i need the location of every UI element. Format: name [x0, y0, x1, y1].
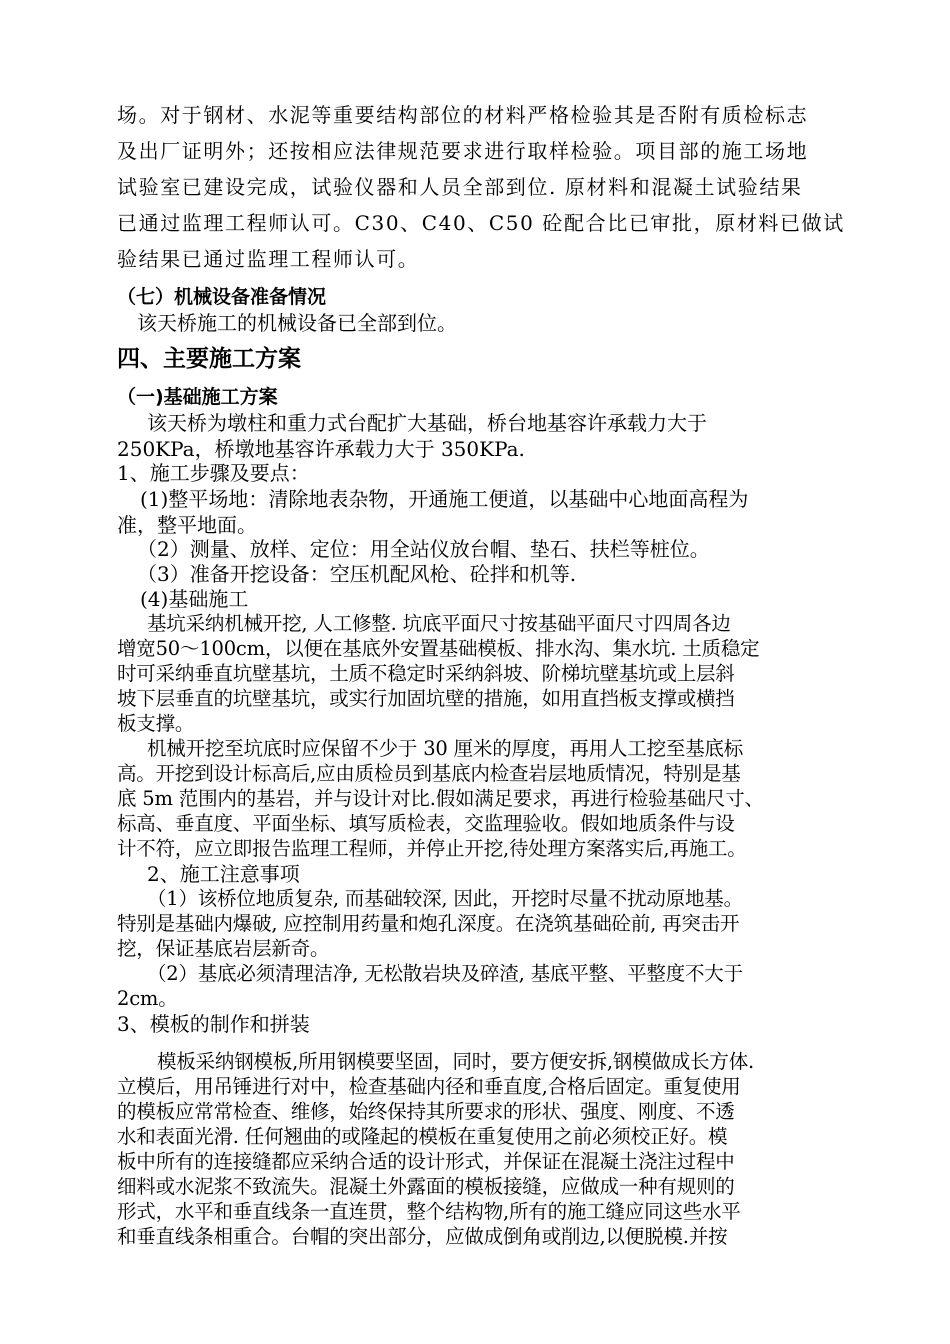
paragraph-line: 挖，保证基底岩层新奇。	[117, 937, 330, 960]
paragraph-line: 基坑采纳机械开挖, 人工修整. 坑底平面尺寸按基础平面尺寸四周各边	[147, 612, 731, 635]
subsection-title: 2、施工注意事项	[147, 862, 300, 886]
paragraph-line: 该天桥施工的机械设备已全部到位。	[137, 311, 457, 335]
section-heading-foundation: （一)基础施工方案	[117, 386, 278, 408]
section-heading-machinery: （七）机械设备准备情况	[117, 286, 327, 308]
paragraph-line: 机械开挖至坑底时应保留不少于 30 厘米的厚度，再用人工挖至基底标	[147, 737, 744, 760]
paragraph-line: 增宽50～100cm，以便在基底外安置基础模板、排水沟、集水坑. 土质稳定	[117, 637, 760, 660]
paragraph-line: 形式，水平和垂直线条一直连贯，整个结构物,所有的施工缝应同这些水平	[117, 1200, 741, 1223]
paragraph-line: 的模板应常常检查、维修，始终保持其所要求的形状、强度、刚度、不透	[117, 1100, 735, 1123]
paragraph-line: 时可采纳垂直坑壁基坑，土质不稳定时采纳斜坡、阶梯坑壁基坑或上层斜	[117, 662, 735, 685]
subsection-title: 3、模板的制作和拼装	[117, 1012, 310, 1036]
paragraph-line: 及出厂证明外；还按相应法律规范要求进行取样检验。项目部的施工场地	[117, 139, 809, 163]
paragraph-line: 特别是基础内爆破, 应控制用药量和炮孔深度。在浇筑基础砼前, 再突击开	[117, 912, 740, 935]
chapter-heading: 四、主要施工方案	[117, 346, 301, 372]
paragraph-line: 250KPa，桥墩地基容许承载力大于 350KPa.	[117, 437, 525, 461]
paragraph-line: 标高、垂直度、平面坐标、填写质检表，交监理验收。假如地质条件与设	[117, 812, 735, 835]
paragraph-line: 已通过监理工程师认可。C30、C40、C50 砼配合比已审批，原材料已做试	[117, 211, 845, 235]
paragraph-line: 细料或水泥浆不致流失。混凝土外露面的模板接缝，应做成一种有规则的	[117, 1175, 735, 1198]
paragraph-line: （3）准备开挖设备：空压机配风枪、砼拌和机等.	[137, 562, 577, 586]
paragraph-line: 场。对于钢材、水泥等重要结构部位的材料严格检验其是否附有质检标志	[117, 103, 809, 127]
paragraph-line: 高。开挖到设计标高后,应由质检员到基底内检查岩层地质情况，特别是基	[117, 762, 741, 785]
paragraph-line: 试验室已建设完成，试验仪器和人员全部到位. 原材料和混凝土试验结果	[117, 175, 803, 199]
subsection-title: 1、施工步骤及要点：	[117, 461, 310, 485]
paragraph-line: 准，整平地面。	[117, 513, 257, 537]
paragraph-line: 验结果已通过监理工程师认可。	[117, 247, 420, 271]
paragraph-line: 底 5m 范围内的基岩，并与设计对比.假如满足要求，再进行检验基础尺寸、	[117, 787, 764, 810]
paragraph-line: 2cm。	[117, 987, 178, 1010]
paragraph-line: 坡下层垂直的坑壁基坑，或实行加固坑壁的措施，如用直挡板支撑或横挡	[117, 687, 735, 710]
paragraph-line: （2）基底必须清理洁净, 无松散岩块及碎渣, 基底平整、平整度不大于	[147, 962, 743, 985]
paragraph-line: 该天桥为墩柱和重力式台配扩大基础，桥台地基容许承载力大于	[147, 411, 707, 435]
paragraph-line: (1)整平场地：清除地表杂物，开通施工便道，以基础中心地面高程为	[140, 487, 749, 511]
paragraph-line: 水和表面光滑. 任何翘曲的或隆起的模板在重复使用之前必须校正好。模	[117, 1125, 728, 1148]
paragraph-line: 立模后，用吊锤进行对中，检查基础内径和垂直度,合格后固定。重复使用	[117, 1075, 741, 1098]
paragraph-line: （2）测量、放样、定位：用全站仪放台帽、垫石、扶栏等桩位。	[137, 537, 710, 561]
paragraph-line: 板支撑。	[117, 712, 195, 735]
paragraph-line: 和垂直线条相重合。台帽的突出部分，应做成倒角或削边,以便脱模.并按	[117, 1225, 728, 1248]
paragraph-line: (4)基础施工	[140, 587, 249, 611]
paragraph-line: 板中所有的连接缝都应采纳合适的设计形式，并保证在混凝土浇注过程中	[117, 1150, 735, 1173]
paragraph-line: 模板采纳钢模板,所用钢模要坚固，同时，要方便安拆,钢模做成长方体.	[157, 1050, 754, 1073]
paragraph-line: 计不符，应立即报告监理工程师，并停止开挖,待处理方案落实后,再施工。	[117, 837, 747, 860]
paragraph-line: （1）该桥位地质复杂, 而基础较深, 因此，开挖时尽量不扰动原地基。	[147, 887, 743, 910]
